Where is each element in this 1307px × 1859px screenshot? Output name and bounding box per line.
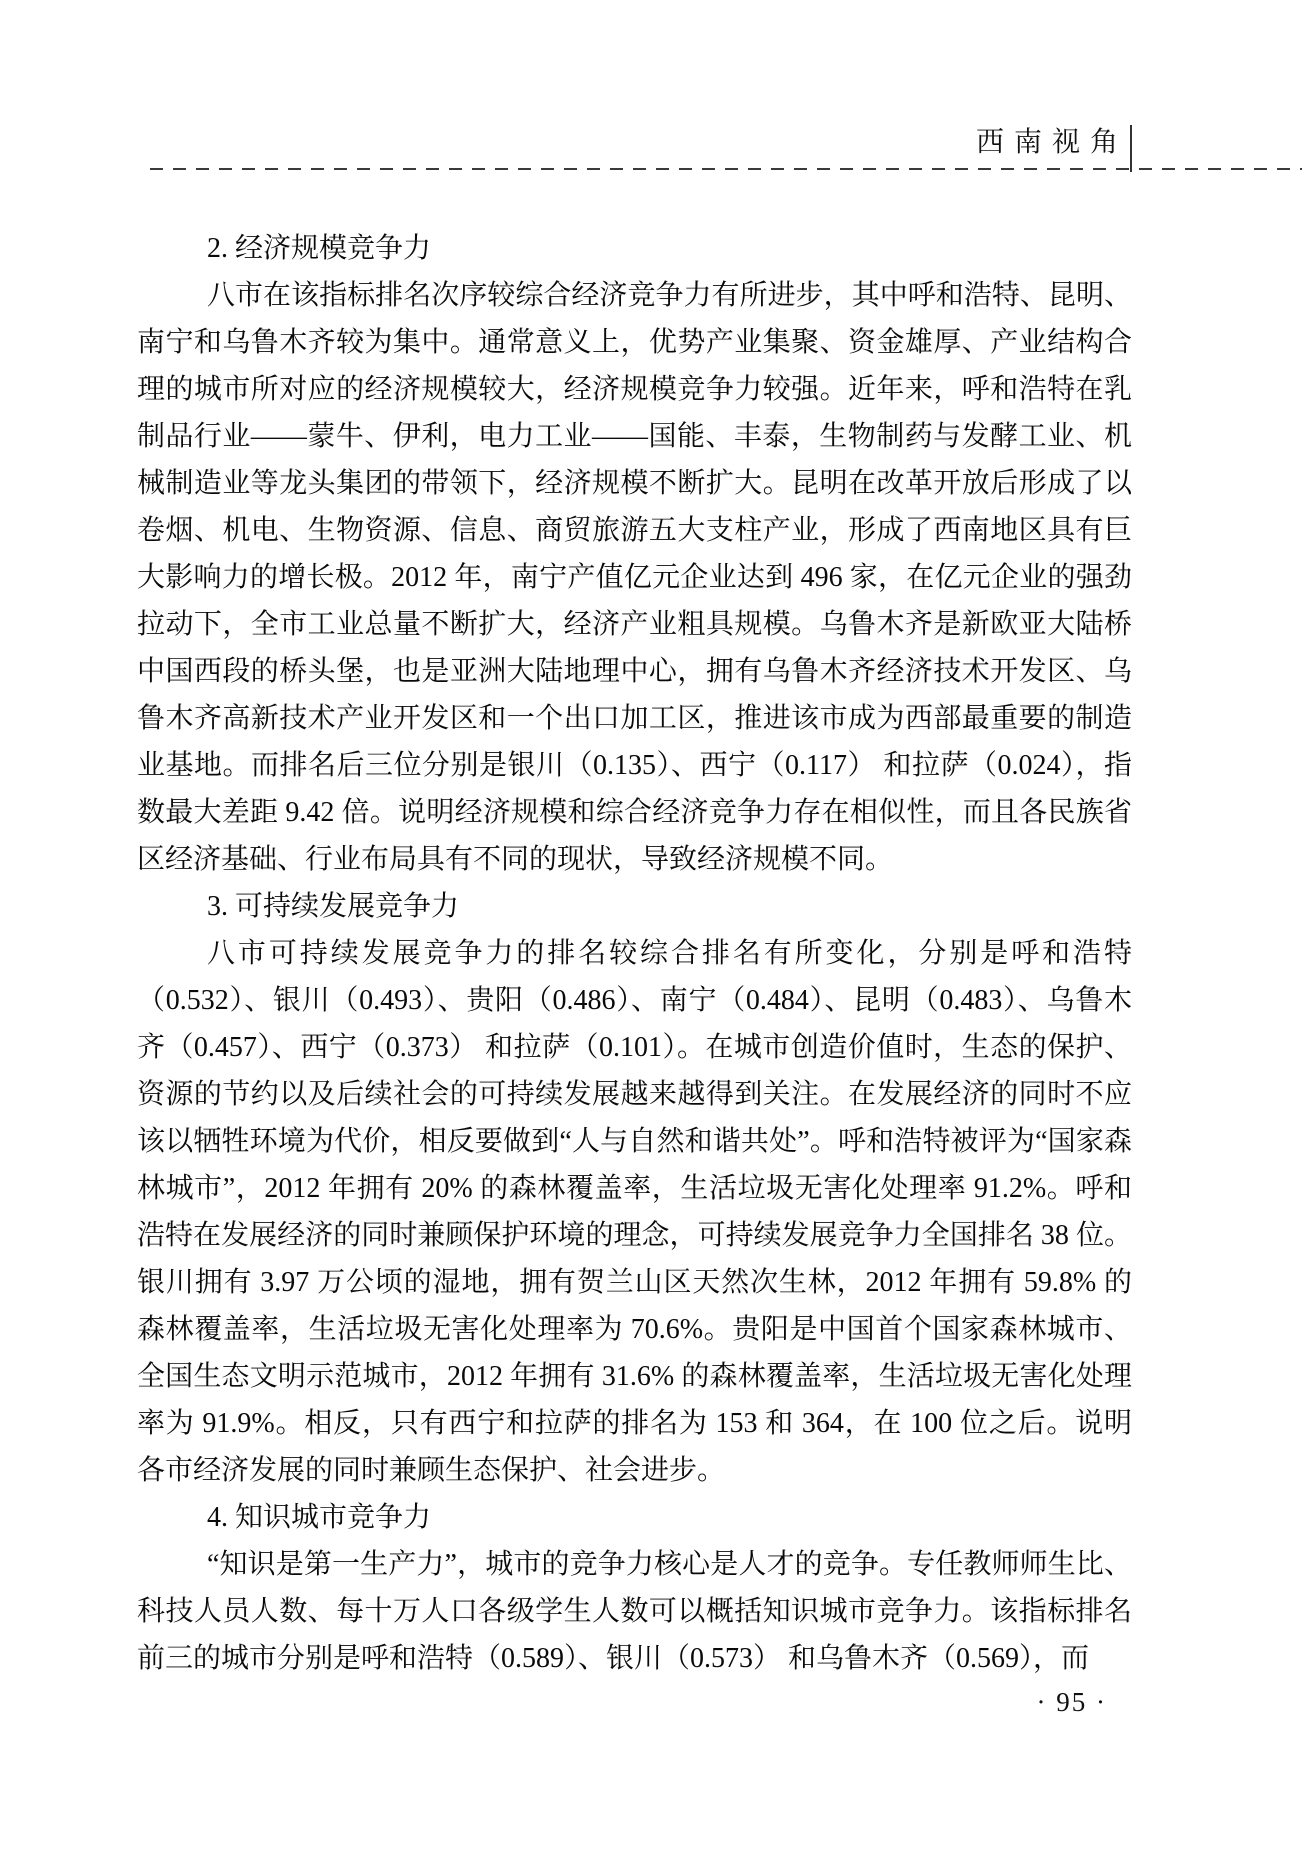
page-number: · 95 · (1036, 1687, 1107, 1717)
section-heading: 2. 经济规模竞争力 (207, 233, 432, 264)
section-heading: 3. 可持续发展竞争力 (207, 891, 460, 922)
running-head-dashed-rule (150, 168, 1302, 170)
body-paragraph: 八市可持续发展竞争力的排名较综合排名有所变化，分别是呼和浩特（0.532）、银川（0.493）、贵阳（0.486）、南宁（0.484）、昆明（0.483）、乌鲁木齐（0.457）、西宁（0.373） 和拉萨（0.101）。在城市创造价值时，生态的保护、资源的节约以及后续社会的可持续发展越来越得到关注。在发展经济的同时不应该以牺牲环境为代价，相反要做到“人与自然和谐共处”。呼和浩特被评为“国家森林城市”，2012 年拥有 20% 的森林覆盖率，生活垃圾无害化处理率 91.2%。呼和浩特在发展经济的同时兼顾保护环境的理念，可持续发展竞争力全国排名 38 位。银川拥有 3.97 万公顷的湿地，拥有贺兰山区天然次生林，2012 年拥有 59.8% 的森林覆盖率，生活垃圾无害化处理率为 70.6%。贵阳是中国首个国家森林城市、全国生态文明示范城市，2012 年拥有 31.6% 的森林覆盖率，生活垃圾无害化处理率为 91.9%。相反，只有西宁和拉萨的排名为 153 和 364，在 100 位之后。说明各市经济发展的同时兼顾生态保护、社会进步。 (137, 938, 1132, 1486)
body-paragraph: “知识是第一生产力”，城市的竞争力核心是人才的竞争。专任教师师生比、科技人员人数、每十万人口各级学生人数可以概括知识城市竞争力。该指标排名前三的城市分别是呼和浩特（0.589）、银川（0.573） 和乌鲁木齐（0.569），而 (137, 1549, 1132, 1674)
body-text (137, 225, 1132, 1682)
running-head-title: 西南视角 (975, 127, 1128, 158)
section-heading: 4. 知识城市竞争力 (207, 1502, 432, 1533)
running-head-vertical-rule (1130, 125, 1132, 172)
body-paragraph: 八市在该指标排名次序较综合经济竞争力有所进步，其中呼和浩特、昆明、南宁和乌鲁木齐较为集中。通常意义上，优势产业集聚、资金雄厚、产业结构合理的城市所对应的经济规模较大，经济规模竞争力较强。近年来，呼和浩特在乳制品行业——蒙牛、伊利，电力工业——国能、丰泰，生物制药与发酵工业、机械制造业等龙头集团的带领下，经济规模不断扩大。昆明在改革开放后形成了以卷烟、机电、生物资源、信息、商贸旅游五大支柱产业，形成了西南地区具有巨大影响力的增长极。2012 年，南宁产值亿元企业达到 496 家，在亿元企业的强劲拉动下，全市工业总量不断扩大，经济产业粗具规模。乌鲁木齐是新欧亚大陆桥中国西段的桥头堡，也是亚洲大陆地理中心，拥有乌鲁木齐经济技术开发区、乌鲁木齐高新技术产业开发区和一个出口加工区，推进该市成为西部最重要的制造业基地。而排名后三位分别是银川（0.135）、西宁（0.117） 和拉萨（0.024），指数最大差距 9.42 倍。说明经济规模和综合经济竞争力存在相似性，而且各民族省区经济基础、行业布局具有不同的现状，导致经济规模不同。 (137, 280, 1132, 875)
